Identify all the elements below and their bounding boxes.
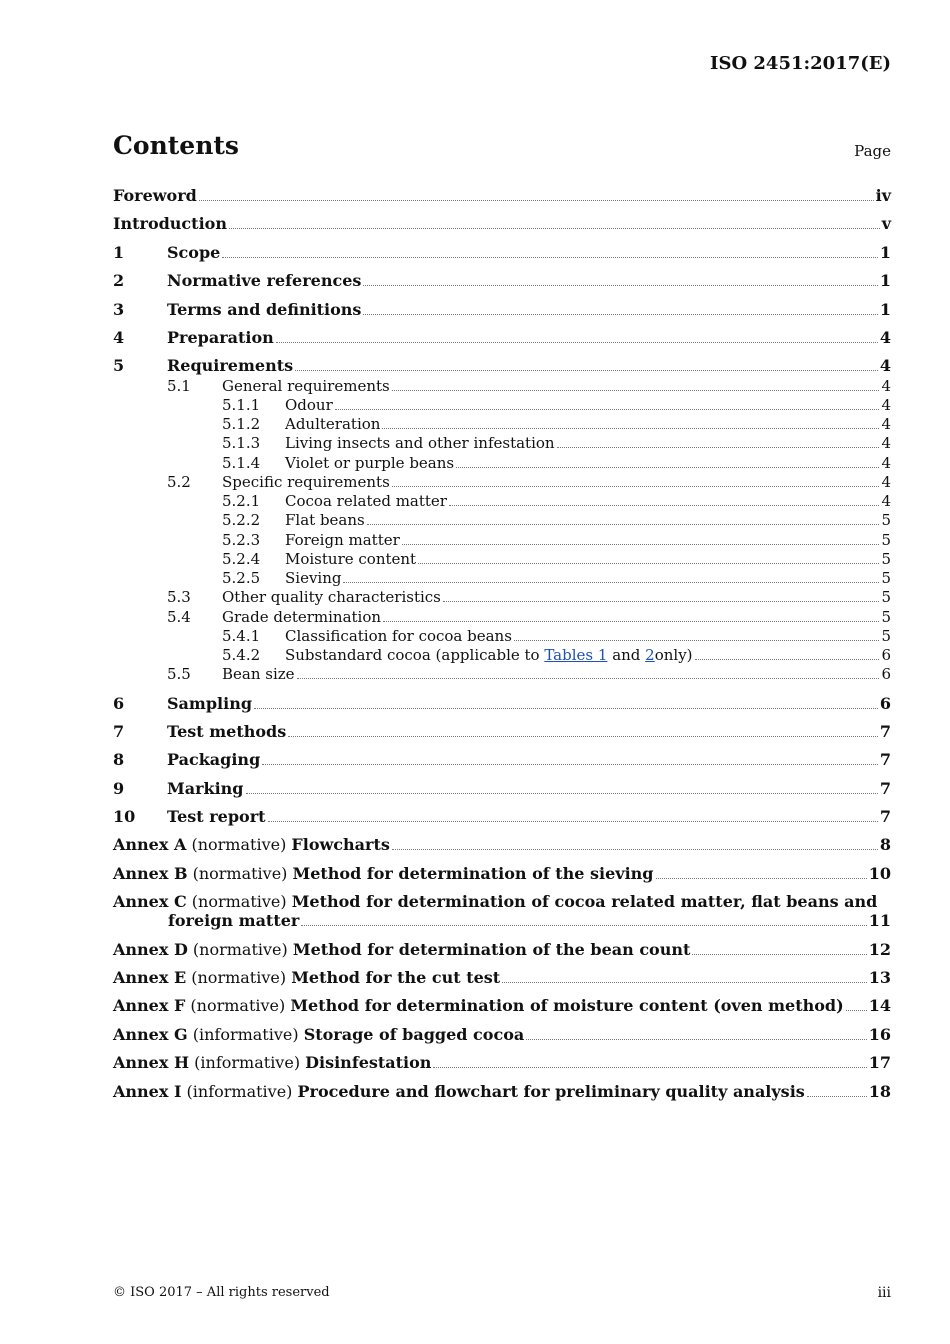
toc-entry[interactable]: 5.2.5 Sieving 5	[222, 569, 891, 587]
annex-entry[interactable]: Annex E (normative) Method for the cut test 13	[113, 968, 891, 987]
toc-entry[interactable]: 5.5 Bean size 6	[167, 665, 891, 683]
toc-entry[interactable]: 8 Packaging 7	[113, 750, 891, 769]
toc-entry[interactable]: 5.1 General requirements 4	[167, 377, 891, 395]
toc-entry[interactable]: 5 Requirements 4	[113, 356, 891, 375]
page-title: Contents	[113, 131, 240, 160]
toc-entry[interactable]: 2 Normative references 1	[113, 271, 891, 290]
page-number: iii	[877, 1285, 891, 1301]
toc-entry[interactable]: 5.2.3 Foreign matter 5	[222, 531, 891, 549]
page-column-label: Page	[854, 142, 891, 160]
document-id: ISO 2451:2017(E)	[710, 53, 891, 74]
annex-entry[interactable]: Annex G (informative) Storage of bagged cocoa 16	[113, 1025, 891, 1044]
toc-entry[interactable]: 5.1.2 Adulteration 4	[222, 415, 891, 433]
copyright-notice: © ISO 2017 – All rights reserved	[113, 1285, 330, 1300]
toc-entry[interactable]: 5.2.1 Cocoa related matter 4	[222, 492, 891, 510]
annex-entry[interactable]: Annex C (normative) Method for determination of cocoa related matter, flat beans and foreign matter 11	[113, 892, 891, 930]
table-2-link[interactable]: 2	[645, 646, 655, 664]
toc-entry[interactable]: 5.2 Specific requirements 4	[167, 473, 891, 491]
toc-entry[interactable]: 5.1.3 Living insects and other infestation 4	[222, 434, 891, 452]
toc-entry[interactable]: 1 Scope 1	[113, 243, 891, 262]
toc-entry[interactable]: 10 Test report 7	[113, 807, 891, 826]
annex-entry[interactable]: Annex H (informative) Disinfestation 17	[113, 1053, 891, 1072]
toc-entry[interactable]: Introduction v	[113, 214, 891, 233]
annex-entry[interactable]: Annex B (normative) Method for determination of the sieving 10	[113, 864, 891, 883]
toc-entry[interactable]: Foreword iv	[113, 186, 891, 205]
toc-entry[interactable]: 6 Sampling 6	[113, 694, 891, 713]
toc-entry[interactable]: 5.4 Grade determination 5	[167, 608, 891, 626]
toc-entry[interactable]: 7 Test methods 7	[113, 722, 891, 741]
annex-entry[interactable]: Annex F (normative) Method for determination of moisture content (oven method) 14	[113, 996, 891, 1015]
annex-entry[interactable]: Annex D (normative) Method for determination of the bean count 12	[113, 940, 891, 959]
toc-entry[interactable]: 5.1.1 Odour 4	[222, 396, 891, 414]
toc-entry[interactable]: 5.2.2 Flat beans 5	[222, 511, 891, 529]
toc-entry[interactable]: 9 Marking 7	[113, 779, 891, 798]
toc-entry[interactable]: 3 Terms and definitions 1	[113, 300, 891, 319]
toc-entry[interactable]: 5.3 Other quality characteristics 5	[167, 588, 891, 606]
toc-entry[interactable]: 5.4.1 Classification for cocoa beans 5	[222, 627, 891, 645]
annex-entry[interactable]: Annex I (informative) Procedure and flowchart for preliminary quality analysis 18	[113, 1082, 891, 1101]
table-1-link[interactable]: Tables 1	[544, 646, 608, 664]
toc-entry[interactable]: 5.2.4 Moisture content 5	[222, 550, 891, 568]
toc-entry[interactable]: 5.4.2 Substandard cocoa (applicable to Tables 1 and 2 only) 6	[222, 646, 891, 664]
toc-entry[interactable]: 5.1.4 Violet or purple beans 4	[222, 454, 891, 472]
annex-entry[interactable]: Annex A (normative) Flowcharts 8	[113, 835, 891, 854]
toc-entry[interactable]: 4 Preparation 4	[113, 328, 891, 347]
